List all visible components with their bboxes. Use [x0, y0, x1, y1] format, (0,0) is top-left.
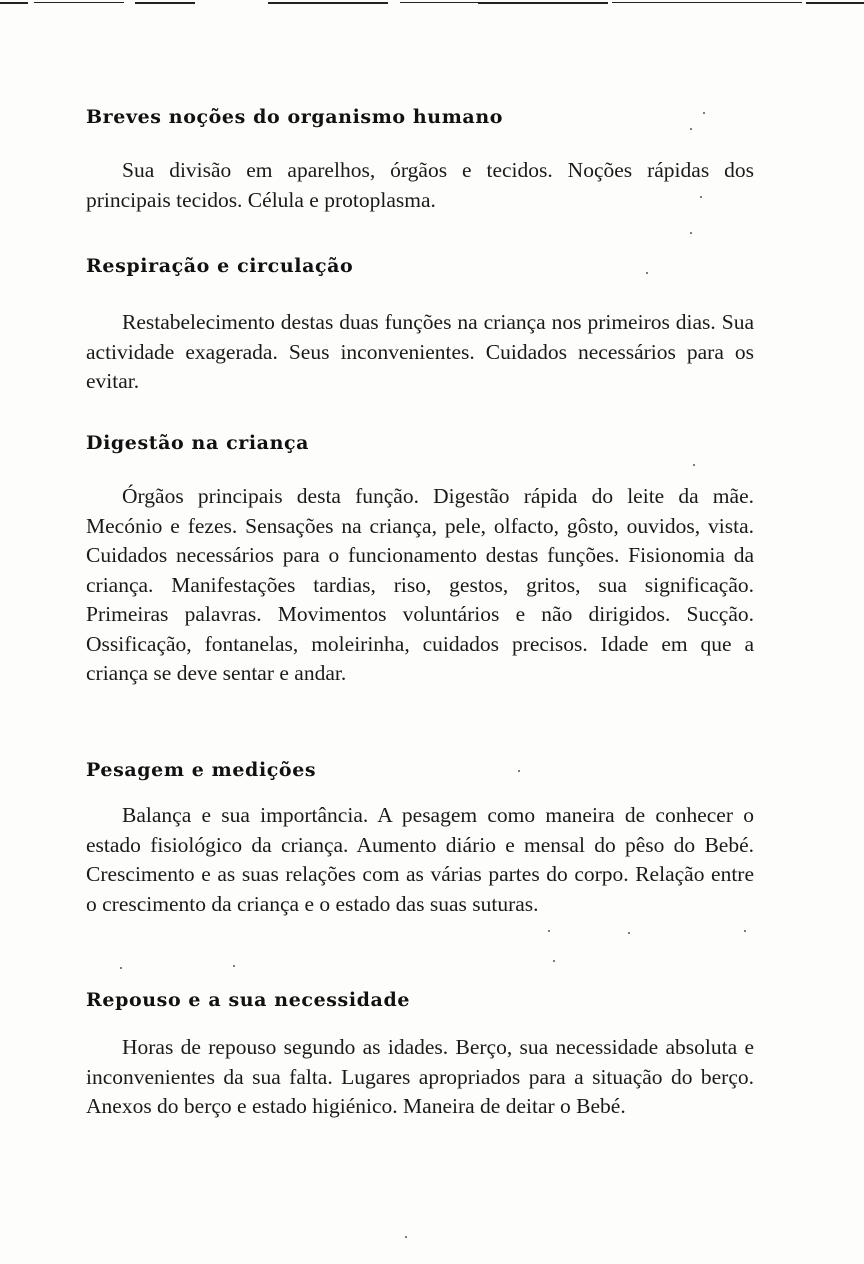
section-digestao	[86, 431, 754, 689]
scan-speck	[120, 967, 122, 969]
scan-speck	[518, 770, 520, 772]
scan-speck	[233, 965, 235, 967]
top-edge-rule	[0, 2, 864, 5]
section-organismo	[86, 105, 754, 215]
scan-speck	[690, 128, 692, 130]
section-text: Balança e sua importância. A pesagem como maneira de conhecer o estado fisiológico da criança. Aumento diário e mensal do pêso do Bebé. Crescimento e as suas relações com as várias partes do corpo. Relação entre o crescimento da criança e o estado das suas suturas.	[86, 803, 754, 916]
scan-speck	[553, 960, 555, 962]
section-pesagem	[86, 758, 754, 919]
scan-speck	[693, 464, 695, 466]
scan-speck	[646, 272, 648, 274]
section-repouso	[86, 988, 754, 1122]
section-respiracao	[86, 254, 754, 397]
scan-speck	[744, 930, 746, 932]
section-heading: Repouso e a sua necessidade	[86, 989, 411, 1011]
scan-speck	[700, 196, 702, 198]
section-heading: Pesagem e medições	[86, 759, 317, 781]
section-text: Horas de repouso segundo as idades. Berço, sua necessidade absoluta e inconvenientes da sua falta. Lugares apropriados para a situação do berço. Anexos do berço e estado higiénico. Maneira de deitar o Bebé.	[86, 1035, 754, 1118]
section-text: Restabelecimento destas duas funções na criança nos primeiros dias. Sua actividade exagerada. Seus inconvenientes. Cuidados necessários para os evitar.	[86, 310, 754, 393]
section-heading: Respiração e circulação	[86, 255, 354, 277]
section-text: Órgãos principais desta função. Digestão rápida do leite da mãe. Mecónio e fezes. Sensações na criança, pele, olfacto, gôsto, ouvidos, vista. Cuidados necessários para o funcionamento destas funções. Fisionomia da criança. Manifestações tardias, riso, gestos, gritos, sua significação. Primeiras palavras. Movimentos voluntários e não dirigidos. Sucção. Ossificação, fontanelas, moleirinha, cuidados precisos. Idade em que a criança se deve sentar e andar.	[86, 484, 754, 685]
scan-speck	[548, 930, 550, 932]
section-heading: Digestão na criança	[86, 432, 310, 454]
scan-speck	[405, 1236, 407, 1238]
scan-speck	[628, 932, 630, 934]
scan-speck	[703, 112, 705, 114]
section-text: Sua divisão em aparelhos, órgãos e tecidos. Noções rápidas dos principais tecidos. Célula e protoplasma.	[86, 158, 754, 212]
scan-speck	[690, 232, 692, 234]
section-heading: Breves noções do organismo humano	[86, 106, 504, 128]
